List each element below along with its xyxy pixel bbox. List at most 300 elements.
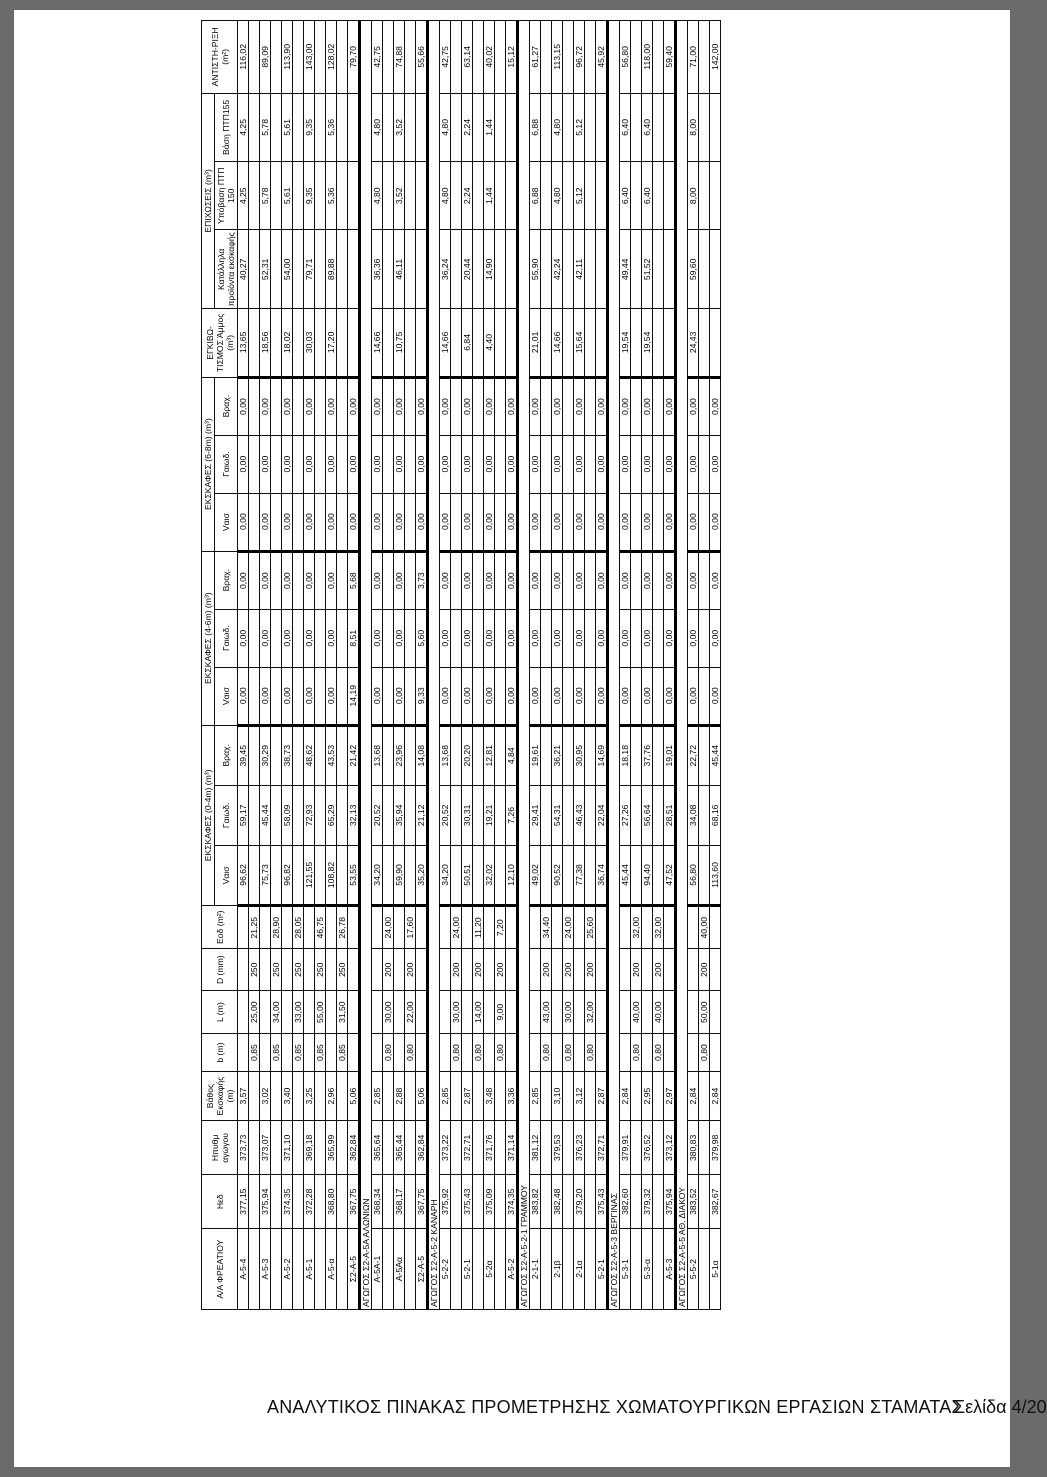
cell-restoration: 55,66	[416, 21, 428, 94]
cell-restoration: 61,27	[530, 21, 541, 94]
cell-suitable	[348, 230, 360, 309]
cell-length: 9,00	[495, 990, 506, 1034]
cell-v-6-8: 0,00	[664, 493, 676, 551]
cell-vrax-4-6	[699, 551, 710, 609]
cell-width	[260, 1034, 271, 1071]
cell-base: 4,80	[372, 93, 383, 161]
group-title: ΑΓΩΓΟΣ Σ2-Α-5-3 ΒΕΡΓΙΝΑΣ	[608, 21, 620, 1310]
cell-v-6-8	[293, 493, 304, 551]
cell-suitable: 79,71	[304, 230, 315, 309]
cell-sand	[631, 309, 642, 377]
cell-vrax-6-8	[699, 377, 710, 435]
cell-area: 32,00	[653, 905, 664, 949]
cell-road-level	[337, 1175, 348, 1229]
cell-area	[260, 905, 271, 949]
table-row	[260, 21, 271, 1310]
cell-manhole-id: Α-5-3	[260, 1229, 271, 1310]
cell-v-4-6: 0,00	[642, 667, 653, 725]
cell-vrax-4-6: 0,00	[642, 551, 653, 609]
cell-pipe-invert: 381,12	[530, 1121, 541, 1175]
cell-base	[271, 93, 282, 161]
cell-gaiod-6-8	[585, 435, 596, 493]
cell-width	[596, 1034, 608, 1071]
cell-base	[699, 93, 710, 161]
cell-vrax-4-6	[383, 551, 394, 609]
cell-restoration	[585, 21, 596, 94]
cell-v-0-4: 45,44	[620, 845, 631, 905]
cell-gaiod-4-6: 0,00	[260, 609, 271, 667]
cell-vrax-4-6	[249, 551, 260, 609]
cell-vrax-4-6: 3,73	[416, 551, 428, 609]
cell-base: 4,80	[552, 93, 563, 161]
cell-vrax-6-8	[631, 377, 642, 435]
cell-length	[372, 990, 383, 1034]
cell-gaiod-6-8	[383, 435, 394, 493]
cell-diameter	[326, 949, 337, 990]
cell-subbase	[585, 162, 596, 230]
cell-sand: 19,54	[620, 309, 631, 377]
cell-gaiod-4-6	[293, 609, 304, 667]
cell-v-6-8	[271, 493, 282, 551]
cell-length: 40,00	[653, 990, 664, 1034]
cell-gaiod-0-4: 20,52	[372, 785, 383, 845]
group-excavation-0-4: ΕΚΣΚΑΦΕΣ (0-4m) (m³)	[202, 725, 215, 905]
cell-vrax-6-8: 0,00	[530, 377, 541, 435]
cell-gaiod-0-4	[563, 785, 574, 845]
cell-gaiod-6-8: 0,00	[416, 435, 428, 493]
cell-v-4-6: 0,00	[484, 667, 495, 725]
cell-v-0-4	[249, 845, 260, 905]
cell-vrax-4-6	[405, 551, 416, 609]
cell-depth: 3,25	[304, 1071, 315, 1121]
cell-vrax-4-6: 0,00	[304, 551, 315, 609]
cell-pipe-invert: 371,14	[506, 1121, 518, 1175]
cell-area: 28,05	[293, 905, 304, 949]
cell-suitable	[405, 230, 416, 309]
cell-manhole-id: 2-1β	[552, 1229, 563, 1310]
cell-manhole-id	[451, 1229, 462, 1310]
cell-diameter	[348, 949, 360, 990]
cell-depth	[473, 1071, 484, 1121]
cell-gaiod-0-4	[451, 785, 462, 845]
cell-vrax-6-8	[405, 377, 416, 435]
cell-gaiod-0-4: 32,13	[348, 785, 360, 845]
cell-width: 0,80	[451, 1034, 462, 1071]
cell-length	[348, 990, 360, 1034]
cell-area: 26,78	[337, 905, 348, 949]
cell-vrax-6-8	[585, 377, 596, 435]
cell-v-4-6	[563, 667, 574, 725]
cell-restoration	[473, 21, 484, 94]
cell-vrax-0-4: 4,84	[506, 725, 518, 785]
cell-v-4-6: 0,00	[440, 667, 451, 725]
cell-pipe-invert: 373,73	[238, 1121, 249, 1175]
cell-vrax-4-6: 0,00	[620, 551, 631, 609]
cell-depth	[585, 1071, 596, 1121]
cell-gaiod-6-8: 0,00	[394, 435, 405, 493]
cell-diameter: 200	[451, 949, 462, 990]
cell-pipe-invert	[699, 1121, 710, 1175]
table-row	[462, 21, 473, 1310]
cell-area	[304, 905, 315, 949]
cell-sand	[451, 309, 462, 377]
cell-subbase	[451, 162, 462, 230]
cell-sand	[315, 309, 326, 377]
cell-length	[416, 990, 428, 1034]
cell-pipe-invert	[271, 1121, 282, 1175]
cell-restoration: 142,00	[710, 21, 721, 94]
cell-gaiod-0-4: 65,29	[326, 785, 337, 845]
cell-pipe-invert: 372,71	[596, 1121, 608, 1175]
cell-width	[348, 1034, 360, 1071]
cell-vrax-4-6: 0,00	[282, 551, 293, 609]
cell-suitable: 89,88	[326, 230, 337, 309]
cell-subbase	[249, 162, 260, 230]
cell-vrax-6-8: 0,00	[304, 377, 315, 435]
cell-manhole-id: 5-3-α	[642, 1229, 653, 1310]
cell-width: 0,80	[585, 1034, 596, 1071]
cell-subbase	[495, 162, 506, 230]
cell-subbase	[506, 162, 518, 230]
cell-sand	[495, 309, 506, 377]
cell-length	[238, 990, 249, 1034]
cell-v-6-8	[383, 493, 394, 551]
cell-width	[326, 1034, 337, 1071]
cell-vrax-4-6	[271, 551, 282, 609]
cell-vrax-0-4	[383, 725, 394, 785]
cell-manhole-id: 5-1α	[710, 1229, 721, 1310]
cell-area	[664, 905, 676, 949]
cell-vrax-4-6	[451, 551, 462, 609]
cell-subbase: 5,12	[574, 162, 585, 230]
cell-vrax-0-4: 37,76	[642, 725, 653, 785]
cell-manhole-id: Α-5Αα	[394, 1229, 405, 1310]
cell-sand: 14,66	[552, 309, 563, 377]
cell-gaiod-6-8	[337, 435, 348, 493]
cell-pipe-invert: 365,44	[394, 1121, 405, 1175]
cell-restoration: 113,90	[282, 21, 293, 94]
cell-vrax-0-4: 19,01	[664, 725, 676, 785]
cell-gaiod-0-4: 56,64	[642, 785, 653, 845]
cell-diameter	[304, 949, 315, 990]
cell-road-level	[315, 1175, 326, 1229]
cell-v-6-8: 0,00	[304, 493, 315, 551]
cell-base	[473, 93, 484, 161]
cell-subbase: 8,00	[688, 162, 699, 230]
cell-vrax-4-6: 0,00	[326, 551, 337, 609]
cell-suitable	[473, 230, 484, 309]
table-row	[315, 21, 326, 1310]
cell-diameter: 200	[563, 949, 574, 990]
cell-vrax-0-4: 21,42	[348, 725, 360, 785]
cell-sand: 18,02	[282, 309, 293, 377]
cell-manhole-id	[541, 1229, 552, 1310]
cell-road-level	[631, 1175, 642, 1229]
cell-gaiod-0-4	[653, 785, 664, 845]
col-restoration: ΑΝΤΙΣΤΗ-ΡΙΞΗ (m²)	[202, 21, 238, 94]
cell-sand	[383, 309, 394, 377]
cell-vrax-4-6	[631, 551, 642, 609]
table-row	[541, 21, 552, 1310]
cell-length: 40,00	[631, 990, 642, 1034]
table-row	[574, 21, 585, 1310]
cell-vrax-6-8	[451, 377, 462, 435]
cell-manhole-id	[271, 1229, 282, 1310]
cell-pipe-invert: 362,84	[348, 1121, 360, 1175]
cell-v-6-8	[337, 493, 348, 551]
cell-length	[642, 990, 653, 1034]
cell-v-0-4: 56,80	[688, 845, 699, 905]
cell-vrax-6-8	[271, 377, 282, 435]
cell-area	[484, 905, 495, 949]
cell-pipe-invert: 365,99	[326, 1121, 337, 1175]
cell-pipe-invert	[293, 1121, 304, 1175]
cell-gaiod-0-4: 72,93	[304, 785, 315, 845]
cell-width	[688, 1034, 699, 1071]
cell-gaiod-0-4: 54,31	[552, 785, 563, 845]
cell-road-level	[249, 1175, 260, 1229]
cell-v-4-6	[699, 667, 710, 725]
cell-gaiod-6-8	[271, 435, 282, 493]
cell-base	[315, 93, 326, 161]
cell-v-0-4: 121,55	[304, 845, 315, 905]
cell-sand	[710, 309, 721, 377]
cell-manhole-id	[293, 1229, 304, 1310]
cell-gaiod-4-6: 0,00	[574, 609, 585, 667]
sub-gaiod-6-8: Γαιωδ.	[215, 435, 238, 493]
cell-v-0-4: 12,10	[506, 845, 518, 905]
cell-v-0-4: 47,52	[664, 845, 676, 905]
cell-width: 0,80	[383, 1034, 394, 1071]
cell-vrax-0-4: 48,62	[304, 725, 315, 785]
cell-restoration: 118,00	[642, 21, 653, 94]
cell-diameter	[462, 949, 473, 990]
cell-depth: 5,06	[348, 1071, 360, 1121]
cell-vrax-0-4	[249, 725, 260, 785]
cell-manhole-id: Α-5-2	[282, 1229, 293, 1310]
cell-depth: 2,97	[664, 1071, 676, 1121]
table-row	[563, 21, 574, 1310]
table-row	[530, 21, 541, 1310]
cell-depth	[451, 1071, 462, 1121]
cell-v-4-6	[337, 667, 348, 725]
cell-area	[688, 905, 699, 949]
cell-gaiod-4-6: 0,00	[620, 609, 631, 667]
cell-v-4-6: 14,19	[348, 667, 360, 725]
cell-gaiod-6-8: 0,00	[282, 435, 293, 493]
cell-restoration: 79,70	[348, 21, 360, 94]
cell-road-level	[585, 1175, 596, 1229]
cell-area: 25,60	[585, 905, 596, 949]
cell-road-level: 374,35	[282, 1175, 293, 1229]
cell-pipe-invert	[249, 1121, 260, 1175]
cell-diameter	[574, 949, 585, 990]
cell-vrax-4-6: 0,00	[372, 551, 383, 609]
cell-v-4-6	[653, 667, 664, 725]
cell-vrax-4-6	[293, 551, 304, 609]
cell-gaiod-0-4	[631, 785, 642, 845]
cell-length	[282, 990, 293, 1034]
cell-pipe-invert: 371,10	[282, 1121, 293, 1175]
cell-v-4-6	[249, 667, 260, 725]
cell-gaiod-4-6: 0,00	[462, 609, 473, 667]
cell-gaiod-6-8: 0,00	[620, 435, 631, 493]
cell-diameter	[710, 949, 721, 990]
cell-suitable	[541, 230, 552, 309]
cell-suitable: 54,00	[282, 230, 293, 309]
cell-area: 11,20	[473, 905, 484, 949]
cell-gaiod-0-4: 59,17	[238, 785, 249, 845]
cell-diameter	[664, 949, 676, 990]
cell-restoration: 71,00	[688, 21, 699, 94]
table-row	[405, 21, 416, 1310]
cell-base	[506, 93, 518, 161]
cell-suitable	[563, 230, 574, 309]
cell-sand: 17,20	[326, 309, 337, 377]
cell-diameter	[642, 949, 653, 990]
cell-subbase: 9,35	[304, 162, 315, 230]
cell-length: 55,00	[315, 990, 326, 1034]
cell-width	[372, 1034, 383, 1071]
cell-gaiod-0-4	[405, 785, 416, 845]
sub-vrax-6-8: Βραχ.	[215, 377, 238, 435]
table-row	[326, 21, 337, 1310]
rotated-table-wrapper	[201, 20, 981, 1310]
cell-v-6-8: 0,00	[642, 493, 653, 551]
cell-v-6-8	[585, 493, 596, 551]
cell-vrax-4-6: 0,00	[394, 551, 405, 609]
cell-base: 1,44	[484, 93, 495, 161]
cell-base: 6,40	[620, 93, 631, 161]
cell-diameter	[282, 949, 293, 990]
cell-length	[304, 990, 315, 1034]
cell-gaiod-6-8: 0,00	[348, 435, 360, 493]
cell-area	[394, 905, 405, 949]
cell-subbase: 6,40	[620, 162, 631, 230]
col-length: L (m)	[202, 990, 238, 1034]
cell-length: 31,50	[337, 990, 348, 1034]
cell-manhole-id: 5-2-2	[440, 1229, 451, 1310]
cell-restoration: 74,88	[394, 21, 405, 94]
cell-vrax-6-8	[495, 377, 506, 435]
cell-gaiod-4-6	[249, 609, 260, 667]
cell-width	[552, 1034, 563, 1071]
cell-v-0-4	[337, 845, 348, 905]
cell-pipe-invert: 365,64	[372, 1121, 383, 1175]
cell-gaiod-4-6: 0,00	[326, 609, 337, 667]
table-row	[416, 21, 428, 1310]
cell-width: 0,80	[495, 1034, 506, 1071]
cell-diameter: 250	[293, 949, 304, 990]
cell-gaiod-4-6: 0,00	[282, 609, 293, 667]
cell-pipe-invert: 376,52	[642, 1121, 653, 1175]
table-row	[473, 21, 484, 1310]
cell-depth	[563, 1071, 574, 1121]
cell-diameter: 250	[337, 949, 348, 990]
cell-vrax-4-6	[653, 551, 664, 609]
cell-restoration: 113,15	[552, 21, 563, 94]
cell-width	[282, 1034, 293, 1071]
cell-gaiod-6-8	[405, 435, 416, 493]
cell-pipe-invert: 373,22	[440, 1121, 451, 1175]
cell-subbase: 5,78	[260, 162, 271, 230]
cell-subbase: 4,80	[552, 162, 563, 230]
cell-v-6-8: 0,00	[326, 493, 337, 551]
cell-length	[506, 990, 518, 1034]
cell-gaiod-6-8	[315, 435, 326, 493]
cell-pipe-invert: 379,91	[620, 1121, 631, 1175]
cell-area	[642, 905, 653, 949]
cell-vrax-0-4	[337, 725, 348, 785]
cell-depth: 2,95	[642, 1071, 653, 1121]
cell-gaiod-0-4: 28,51	[664, 785, 676, 845]
cell-suitable: 20,44	[462, 230, 473, 309]
sub-gaiod-0-4: Γαιωδ.	[215, 785, 238, 845]
cell-width	[484, 1034, 495, 1071]
cell-gaiod-4-6	[541, 609, 552, 667]
cell-length	[530, 990, 541, 1034]
group-title: ΑΓΩΓΟΣ Σ2-Α-5-2-1 ΓΡΑΜΜΟΥ	[518, 21, 530, 1310]
cell-width	[440, 1034, 451, 1071]
cell-pipe-invert: 372,71	[462, 1121, 473, 1175]
cell-road-level: 368,17	[394, 1175, 405, 1229]
cell-gaiod-6-8: 0,00	[238, 435, 249, 493]
cell-suitable	[451, 230, 462, 309]
cell-depth: 3,57	[238, 1071, 249, 1121]
cell-depth: 3,12	[574, 1071, 585, 1121]
cell-depth	[293, 1071, 304, 1121]
cell-v-0-4: 96,82	[282, 845, 293, 905]
cell-base: 5,12	[574, 93, 585, 161]
cell-vrax-0-4	[631, 725, 642, 785]
cell-v-0-4: 34,20	[372, 845, 383, 905]
table-row	[394, 21, 405, 1310]
table-row	[642, 21, 653, 1310]
cell-suitable: 59,60	[688, 230, 699, 309]
cell-diameter	[394, 949, 405, 990]
cell-v-0-4	[271, 845, 282, 905]
cell-gaiod-0-4	[337, 785, 348, 845]
cell-v-6-8: 0,00	[372, 493, 383, 551]
cell-gaiod-0-4	[293, 785, 304, 845]
cell-area	[574, 905, 585, 949]
cell-manhole-id: Α-5-3	[664, 1229, 676, 1310]
table-row	[348, 21, 360, 1310]
cell-v-6-8	[631, 493, 642, 551]
cell-subbase	[541, 162, 552, 230]
cell-gaiod-6-8	[563, 435, 574, 493]
table-row	[710, 21, 721, 1310]
cell-subbase	[315, 162, 326, 230]
cell-v-6-8	[451, 493, 462, 551]
cell-vrax-0-4: 30,29	[260, 725, 271, 785]
cell-length: 33,00	[293, 990, 304, 1034]
cell-v-6-8	[405, 493, 416, 551]
table-row	[293, 21, 304, 1310]
cell-gaiod-6-8: 0,00	[304, 435, 315, 493]
cell-vrax-0-4: 13,68	[440, 725, 451, 785]
cell-area: 21,25	[249, 905, 260, 949]
cell-sand	[337, 309, 348, 377]
cell-road-level: 379,32	[642, 1175, 653, 1229]
group-header-row	[676, 21, 688, 1310]
cell-road-level: 372,28	[304, 1175, 315, 1229]
group-title: ΑΓΩΓΟΣ Σ2-Α-5-5 ΑΘ. ΔΙΑΚΟΥ	[676, 21, 688, 1310]
table-row	[372, 21, 383, 1310]
cell-area	[416, 905, 428, 949]
cell-width: 0,80	[473, 1034, 484, 1071]
cell-sand	[585, 309, 596, 377]
